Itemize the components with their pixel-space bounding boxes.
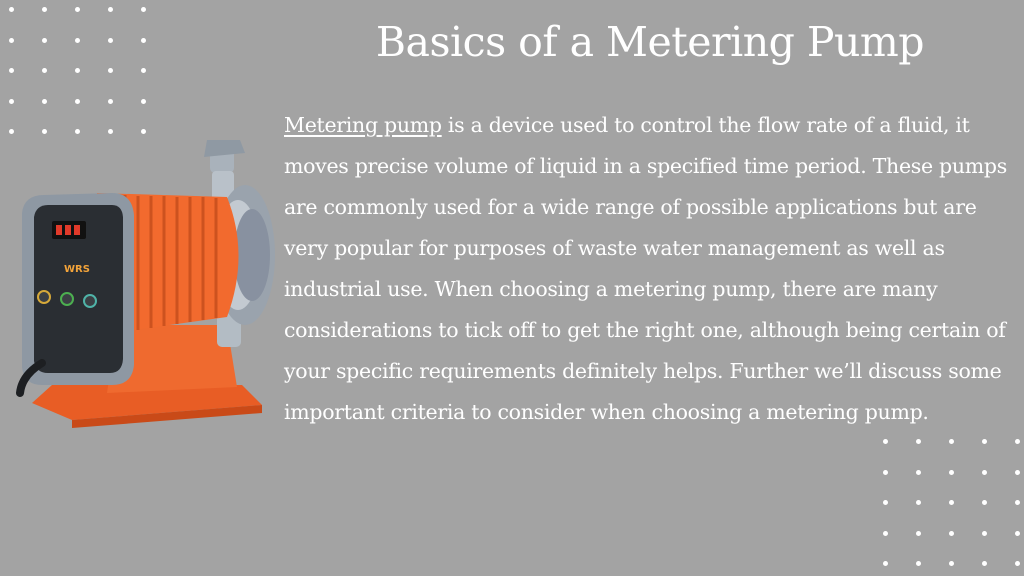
decorative-dot [982, 561, 987, 566]
decorative-dot [949, 561, 954, 566]
decorative-dot [916, 439, 921, 444]
decorative-dot [75, 68, 80, 73]
decorative-dot [141, 7, 146, 12]
decorative-dot [108, 7, 113, 12]
decorative-dot [42, 129, 47, 134]
decorative-dot [9, 99, 14, 104]
decorative-dot [75, 99, 80, 104]
decorative-dot [108, 129, 113, 134]
decorative-dot [9, 7, 14, 12]
decorative-dot [75, 7, 80, 12]
decorative-dot [949, 470, 954, 475]
decorative-dot [141, 129, 146, 134]
decorative-dot [982, 531, 987, 536]
decorative-dot [75, 129, 80, 134]
decorative-dot [916, 561, 921, 566]
decorative-dot [1015, 561, 1020, 566]
metering-pump-link[interactable]: Metering pump [284, 113, 442, 137]
decorative-dot [141, 68, 146, 73]
decorative-dot-grid-top-left [0, 0, 150, 140]
decorative-dot [916, 500, 921, 505]
slide-title: Basics of a Metering Pump [375, 18, 925, 66]
decorative-dot [883, 439, 888, 444]
decorative-dot [883, 500, 888, 505]
decorative-dot [883, 470, 888, 475]
decorative-dot [982, 470, 987, 475]
decorative-dot [949, 439, 954, 444]
decorative-dot [916, 470, 921, 475]
decorative-dot [141, 99, 146, 104]
decorative-dot [1015, 470, 1020, 475]
decorative-dot [108, 38, 113, 43]
decorative-dot [108, 99, 113, 104]
decorative-dot [949, 500, 954, 505]
decorative-dot [108, 68, 113, 73]
body-paragraph [284, 105, 1014, 433]
decorative-dot [9, 129, 14, 134]
metering-pump-image [12, 135, 277, 430]
decorative-dot-grid-bottom-right [870, 430, 1024, 576]
pump-brand-label: WRS [64, 264, 90, 275]
decorative-dot [9, 38, 14, 43]
decorative-dot [1015, 500, 1020, 505]
decorative-dot [916, 531, 921, 536]
decorative-dot [42, 68, 47, 73]
decorative-dot [42, 38, 47, 43]
decorative-dot [883, 531, 888, 536]
decorative-dot [42, 7, 47, 12]
decorative-dot [75, 38, 80, 43]
decorative-dot [1015, 439, 1020, 444]
decorative-dot [982, 439, 987, 444]
decorative-dot [42, 99, 47, 104]
decorative-dot [949, 531, 954, 536]
decorative-dot [141, 38, 146, 43]
decorative-dot [883, 561, 888, 566]
decorative-dot [982, 500, 987, 505]
body-paragraph-text: is a device used to control the flow rate of a fluid, it moves precise volume of liquid in a specified time period. These pumps are commonly used for a wide range of possible applications but are very popular for purposes of waste water management as well as industrial use. When choosing a metering pump, there are many considerations to tick off to get the right one, although being certain of your specific requirements definitely helps. Further we’ll discuss some important criteria to consider when choosing a metering pump. [284, 113, 1007, 424]
decorative-dot [1015, 531, 1020, 536]
decorative-dot [9, 68, 14, 73]
